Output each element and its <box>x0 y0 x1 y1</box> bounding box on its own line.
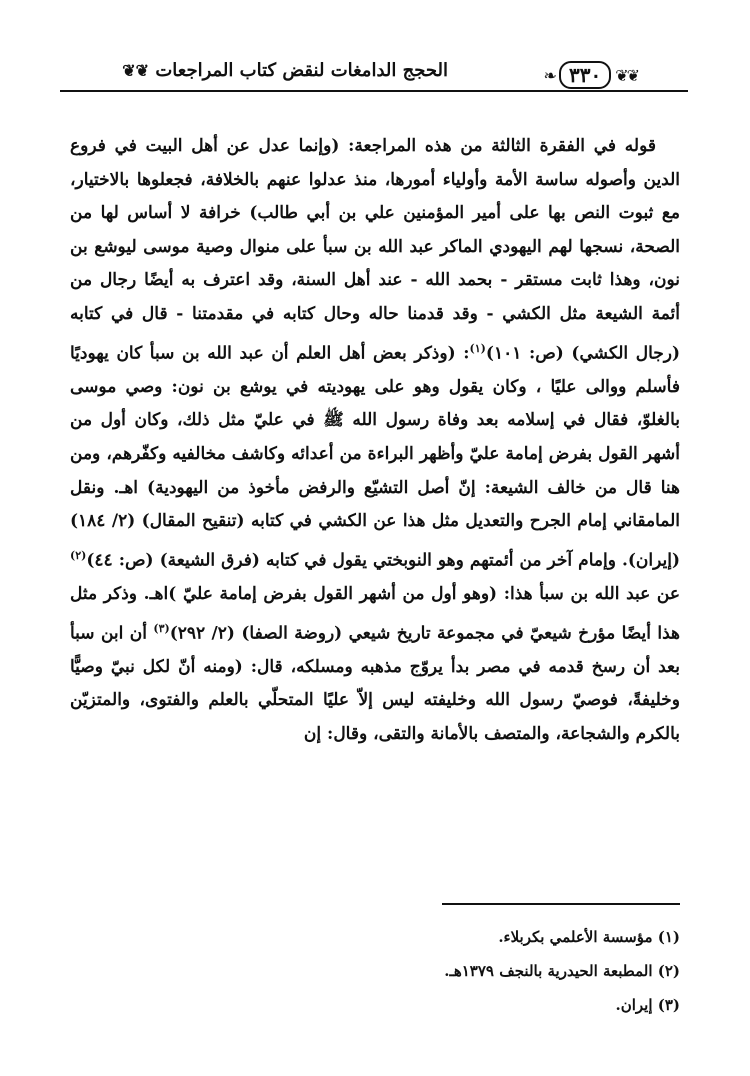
footnote-3: (٣) إيران. <box>615 996 680 1014</box>
footnotes <box>180 920 680 1022</box>
page-number-box <box>544 58 638 92</box>
text-segment: أن ابن سبأ بعد أن رسخ قدمه في مصر بدأ يروّج مذهبه ومسلكه، قال: (ومنه أنّ لكل نبيّ وصيًّا وخليفةً، فوصيّ رسول الله وخليفته ليس إلاّ عليًا المتحلّي بالعلم والفتوى، والمتزيّن بالكرم والشجاعة، والمتصف بالأمانة والتقى، وقال: إن <box>70 623 680 745</box>
footnote-2: (٢) المطبعة الحيدرية بالنجف ١٣٧٩هـ. <box>444 962 680 980</box>
text-segment: عن عبد الله بن سبأ هذا: (وهو أول من أشهر القول بفرض إمامة عليّ )اهـ. وذكر مثل هذا أيضًا مؤرخ شيعيّ في مجموعة تاريخ شيعي (روضة الصفا) (٢/ ٢٩٢) <box>70 584 680 644</box>
page-number: ٣٣٠ <box>559 61 611 89</box>
footnote-1: (١) مؤسسة الأعلمي بكربلاء. <box>498 928 680 946</box>
paragraph <box>70 130 680 752</box>
header-ornament-icon: ❧ <box>543 65 555 85</box>
footnote-ref-3[interactable]: (٣) <box>153 621 170 635</box>
footnote-ref-2[interactable]: (٢) <box>70 548 87 562</box>
page-header <box>60 58 688 92</box>
header-rule <box>60 90 688 92</box>
footnote-ref-1[interactable]: (١) <box>469 341 486 355</box>
header-ornament-icon: ❦❦ <box>615 65 638 85</box>
running-title <box>122 60 448 81</box>
main-paragraph <box>70 130 680 752</box>
title-ornament-icon: ❦❦ <box>122 61 150 80</box>
footnote-divider <box>442 903 680 905</box>
running-title-text: الحجج الدامغات لنقض كتاب المراجعات <box>155 60 448 81</box>
text-segment: قوله في الفقرة الثالثة من هذه المراجعة: (وإنما عدل عن أهل البيت في فروع الدين وأصوله ساسة الأمة وأولياء أمورها، منذ عدلوا عنهم بالخلافة، فجعلوها بالاختيار، مع ثبوت النص بها على أمير المؤمنين علي بن أبي طالب) خرافة لا أساس لها من الصحة، نسجها لهم اليهودي الماكر عبد الله بن سبأ على منوال وصية موسى ليوشع بن نون، وهذا ثابت مستقر - بحمد الله - عند أهل السنة، وقد اعترف به أيضًا رجال من أئمة الشيعة مثل الكشي - وقد قدمنا حاله وحال كتابه في مقدمتنا - قال في كتابه (رجال الكشي) (ص: ١٠١) <box>70 136 681 364</box>
text-segment: : (وذكر بعض أهل العلم أن عبد الله بن سبأ كان يهوديًا فأسلم ووالى عليًا ، وكان يقول وهو على يهوديته في يوشع بن نون: وصي موسى بالغلوّ، فقال في إسلامه بعد وفاة رسول الله ﷺ في عليّ مثل ذلك، وكان أول من أشهر القول بفرض إمامة عليّ وأظهر البراءة من أعدائه وكاشف مخالفيه وكفّرهم، ومن هنا قال من خالف الشيعة: إنّ أصل التشيّع والرفض مأخوذ من اليهودية) اهـ. ونقل المامقاني إمام الجرح والتعديل مثل هذا عن الكشي في كتابه (تنقيح المقال) (٢/ ١٨٤) (إيران). وإمام آخر من أئمتهم وهو النوبختي يقول في كتابه (فرق الشيعة) (ص: ٤٤) <box>70 343 680 571</box>
